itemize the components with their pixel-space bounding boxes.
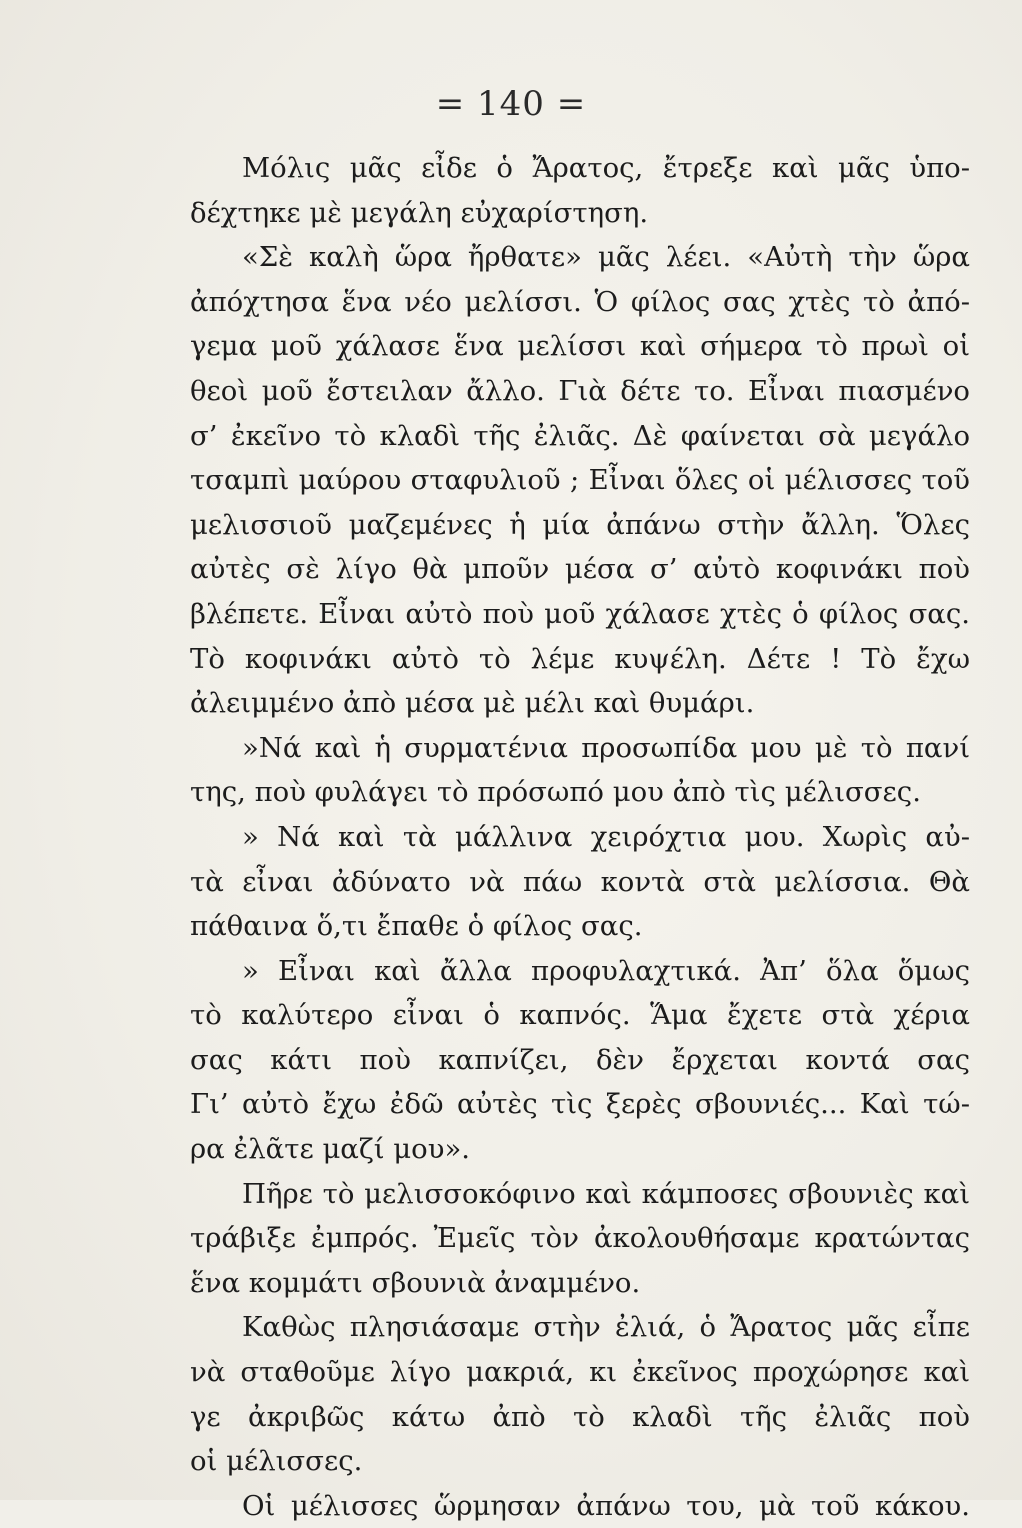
text-line: αὐτὲς σὲ λίγο θὰ μποῦν μέσα σ’ αὐτὸ κοφινάκι ποὺ — [190, 553, 970, 586]
text-line: » Νά καὶ τὰ μάλλινα χειρόχτια μου. Χωρὶς αὐ- — [242, 820, 970, 853]
text-line: γεμα μοῦ χάλασε ἕνα μελίσσι καὶ σήμερα τὸ πρωὶ οἱ — [190, 330, 970, 363]
text-line: μελισσιοῦ μαζεμένες ἡ μία ἀπάνω στὴν ἄλλη. Ὅλες — [190, 508, 970, 541]
paragraph — [190, 949, 970, 1172]
text-line: ἕνα κομμάτι σβουνιὰ ἀναμμένο. — [190, 1266, 641, 1299]
paragraph — [190, 1484, 970, 1528]
text-line: ἀπόχτησα ἕνα νέο μελίσσι. Ὁ φίλος σας χτὲς τὸ ἀπό- — [190, 285, 970, 318]
page-number: = 140 = — [435, 84, 587, 124]
paragraph — [190, 146, 970, 235]
paragraph — [190, 726, 970, 815]
text-line: » Εἶναι καὶ ἄλλα προφυλαχτικά. Ἀπ’ ὅλα ὅμως — [242, 954, 970, 987]
text-line: τσαμπὶ μαύρου σταφυλιοῦ ; Εἶναι ὅλες οἱ μέλισσες τοῦ — [190, 464, 970, 497]
text-line: Τὸ κοφινάκι αὐτὸ τὸ λέμε κυψέλη. Δέτε ! Τὸ ἔχω — [190, 642, 970, 675]
text-line: σ’ ἐκεῖνο τὸ κλαδὶ τῆς ἐλιᾶς. Δὲ φαίνεται σὰ μεγάλο — [190, 419, 970, 452]
text-line: της, ποὺ φυλάγει τὸ πρόσωπό μου ἀπὸ τὶς μέλισσες. — [190, 776, 921, 809]
text-line: Πῆρε τὸ μελισσοκόφινο καὶ κάμποσες σβουνιὲς καὶ — [242, 1177, 970, 1210]
text-line: σας κάτι ποὺ καπνίζει, δὲν ἔρχεται κοντά σας — [190, 1043, 970, 1076]
text-line: Οἱ μέλισσες ὥρμησαν ἀπάνω του, μὰ τοῦ κάκου. — [242, 1489, 970, 1522]
text-line: τὰ εἶναι ἀδύνατο νὰ πάω κοντὰ στὰ μελίσσια. Θὰ — [190, 865, 970, 898]
text-line: τράβιξε ἐμπρός. Ἐμεῖς τὸν ἀκολουθήσαμε κρατώντας — [190, 1222, 970, 1255]
text-line: οἱ μέλισσες. — [190, 1445, 363, 1478]
text-line: βλέπετε. Εἶναι αὐτὸ ποὺ μοῦ χάλασε χτὲς ὁ φίλος σας. — [190, 597, 970, 630]
paragraph — [190, 1172, 970, 1306]
text-line: νὰ σταθοῦμε λίγο μακριά, κι ἐκεῖνος προχώρησε καὶ — [190, 1356, 970, 1389]
text-line: Μόλις μᾶς εἶδε ὁ Ἄρατος, ἔτρεξε καὶ μᾶς ὑπο- — [242, 152, 970, 184]
text-line: πάθαινα ὅ,τι ἔπαθε ὁ φίλος σας. — [190, 910, 643, 943]
text-line: »Νά καὶ ἡ συρματένια προσωπίδα μου μὲ τὸ πανί — [242, 731, 970, 764]
text-line: ρα ἐλᾶτε μαζί μου». — [190, 1133, 471, 1166]
body-text — [190, 146, 970, 1528]
text-line: Γι’ αὐτὸ ἔχω ἐδῶ αὐτὲς τὶς ξερὲς σβουνιές... Καὶ τώ- — [190, 1088, 970, 1121]
text-line: ἀλειμμένο ἀπὸ μέσα μὲ μέλι καὶ θυμάρι. — [190, 687, 755, 720]
text-line: δέχτηκε μὲ μεγάλη εὐχαρίστηση. — [190, 196, 649, 229]
paragraph — [190, 815, 970, 949]
paragraph — [190, 235, 970, 726]
text-line: «Σὲ καλὴ ὥρα ἤρθατε» μᾶς λέει. «Αὐτὴ τὴν ὥρα — [242, 241, 970, 274]
text-line: Καθὼς πλησιάσαμε στὴν ἐλιά, ὁ Ἄρατος μᾶς εἶπε — [242, 1311, 970, 1344]
paragraph — [190, 1305, 970, 1483]
text-line: γε ἀκριβῶς κάτω ἀπὸ τὸ κλαδὶ τῆς ἐλιᾶς ποὺ — [190, 1400, 970, 1433]
text-line: τὸ καλύτερο εἶναι ὁ καπνός. Ἅμα ἔχετε στὰ χέρια — [190, 999, 970, 1032]
text-line: θεοὶ μοῦ ἔστειλαν ἄλλο. Γιὰ δέτε το. Εἶναι πιασμένο — [190, 374, 970, 407]
